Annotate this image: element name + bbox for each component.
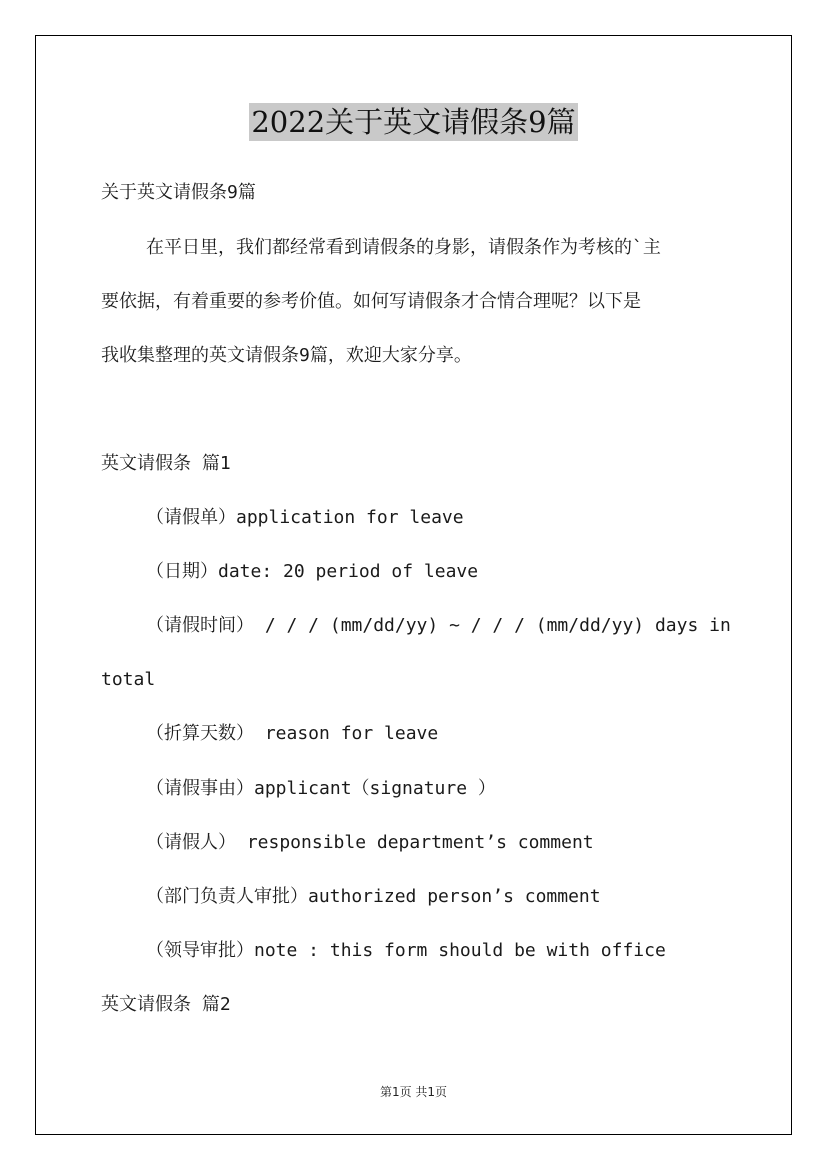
subtitle: 关于英文请假条9篇 — [101, 182, 256, 203]
form-line: （请假事由）applicant（signature ） — [146, 778, 496, 799]
form-line: （领导审批）note : this form should be with office — [146, 940, 666, 961]
form-line: （请假单）application for leave — [146, 507, 464, 528]
intro-line-2: 要依据，有着重要的参考价值。如何写请假条才合情合理呢？以下是 — [101, 291, 641, 312]
intro-line-1: 在平日里，我们都经常看到请假条的身影，请假条作为考核的`主 — [146, 237, 661, 258]
form-line: （请假人） responsible department’s comment — [146, 832, 594, 853]
section-heading-2: 英文请假条 篇2 — [101, 994, 231, 1015]
document-title-wrap — [0, 100, 827, 141]
section-heading-1: 英文请假条 篇1 — [101, 453, 231, 474]
intro-line-3: 我收集整理的英文请假条9篇，欢迎大家分享。 — [101, 345, 472, 366]
form-line: total — [101, 669, 156, 690]
form-line: （请假时间） / / / (mm/dd/yy) ~ / / / (mm/dd/yy) days in — [146, 615, 731, 636]
form-line: （折算天数） reason for leave — [146, 723, 439, 744]
form-line: （日期）date: 20 period of leave — [146, 561, 479, 582]
form-line: （部门负责人审批）authorized person’s comment — [146, 886, 601, 907]
document-title: 2022关于英文请假条9篇 — [251, 105, 576, 139]
page-footer: 第1页 共1页 — [379, 1085, 448, 1099]
